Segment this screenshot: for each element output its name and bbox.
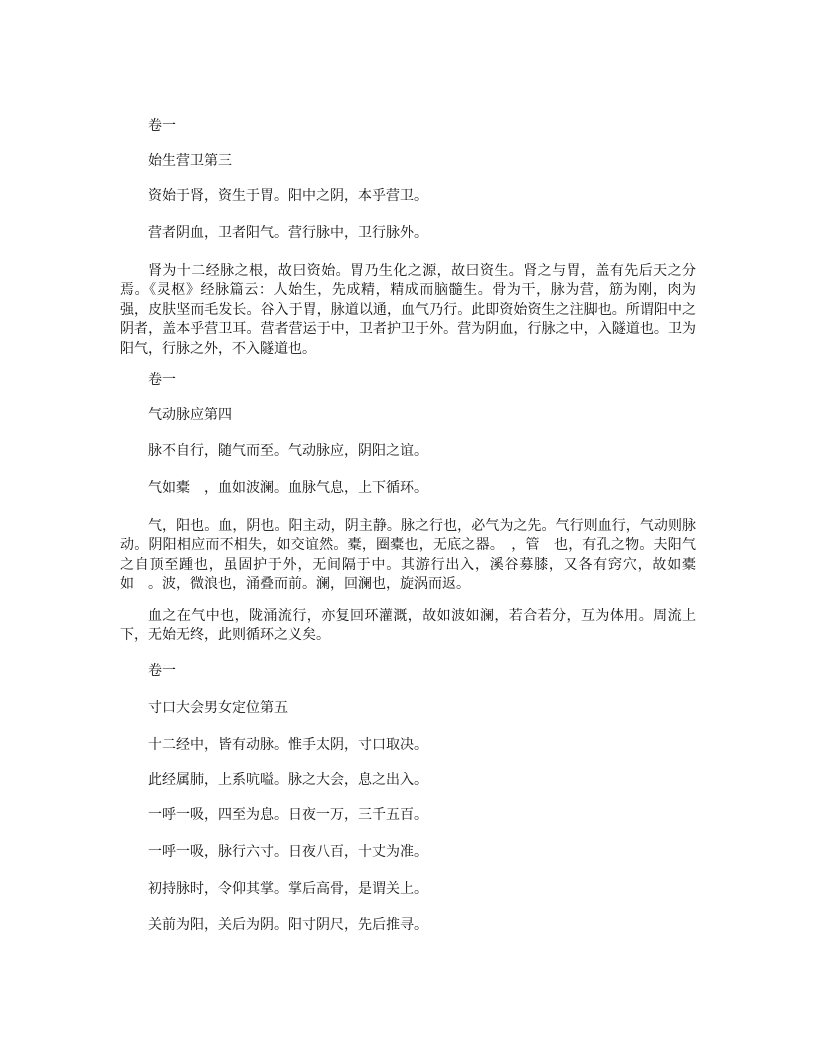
verse-line: 初持脉时，令仰其掌。掌后高骨，是谓关上。 [148,881,428,897]
section-title: 始生营卫第三 [148,153,232,169]
commentary-paragraph: 气，阳也。血，阴也。阳主动，阴主静。脉之行也，必气为之先。气行则血行，气动则脉动。阴阳相应而不相失，如交谊然。橐，圈橐也，无底之器。 ，管 也，有孔之物。夫阳气之自顶至踵也，虽固护于外，无间隔于中。其游行出入，溪谷募膝，又各有窍穴，故如橐如 。波，微浪也，涌叠而前。澜，回澜也，旋涡而返。 [120,518,696,593]
commentary-paragraph: 肾为十二经脉之根，故曰资始。胃乃生化之源，故曰资生。肾之与胃，盖有先后天之分焉。《灵枢》经脉篇云：人始生，先成精，精成而脑髓生。骨为干，脉为营，筋为刚，肉为强，皮肤坚而毛发长。谷入于胃，脉道以通，血气乃行。此即资始资生之注脚也。所谓阳中之阴者，盖本乎营卫耳。营者营运于中，卫者护卫于外。营为阴血，行脉之中，入隧道也。卫为阳气，行脉之外，不入隧道也。 [120,263,696,357]
verse-line: 一呼一吸，四至为息。日夜一万，三千五百。 [148,807,428,823]
section-title: 寸口大会男女定位第五 [148,700,288,716]
verse-line: 十二经中，皆有动脉。惟手太阴，寸口取决。 [148,737,428,753]
verse-line: 此经属肺，上系吭嗌。脉之大会，息之出入。 [148,772,428,788]
verse-line: 一呼一吸，脉行六寸。日夜八百，十丈为准。 [148,844,428,860]
section-title: 气动脉应第四 [148,407,232,423]
verse-line: 营者阴血，卫者阳气。营行脉中，卫行脉外。 [148,225,428,241]
commentary-paragraph: 血之在气中也，陇涌流行，亦复回环灌溉，故如波如澜，若合若分，互为体用。周流上下，无始无终，此则循环之义矣。 [120,608,696,644]
verse-line: 气如橐 ，血如波澜。血脉气息，上下循环。 [148,480,428,496]
verse-line: 资始于肾，资生于胃。阳中之阴，本乎营卫。 [148,188,428,204]
volume-heading: 卷一 [148,118,176,134]
verse-line: 脉不自行，随气而至。气动脉应，阴阳之谊。 [148,443,428,459]
volume-heading: 卷一 [148,372,176,388]
verse-line: 关前为阳，关后为阴。阳寸阴尺，先后推寻。 [148,917,428,933]
volume-heading: 卷一 [148,663,176,679]
